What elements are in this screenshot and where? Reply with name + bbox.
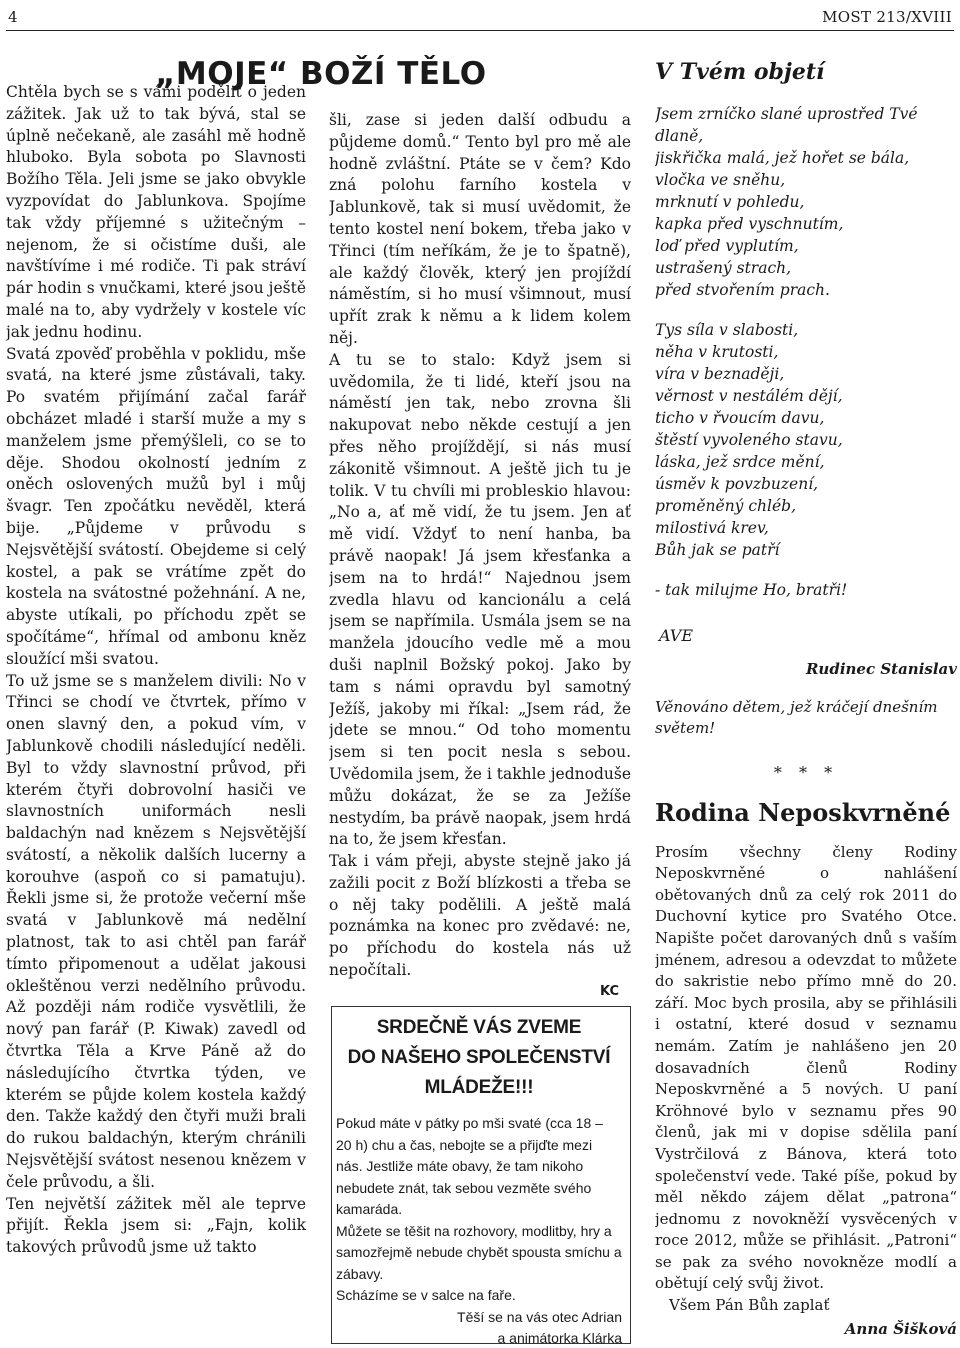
- rodina-body: [655, 842, 957, 1317]
- poem-line: láska, jež srdce mění,: [655, 453, 825, 471]
- rodina-thanks: Všem Pán Bůh zaplať: [669, 1296, 830, 1315]
- youth-box-paragraph: Pokud máte v pátky po mši svaté (cca 18 – 20 h) chu a čas, nebojte se a přijďte mezi nás. Jestliže máte obavy, že tam nikoho nebudete znát, tak sebou vezměte svého kamaráda.: [336, 1115, 603, 1217]
- rodina-paragraph: Prosím všechny členy Rodiny Neposkvrněné o nahlášení obětovaných dnů za celý rok 2011 do Duchovní kytice pro Svatého Otce. Napište počet darovaných dnů s vaším jménem, adresou a odevzdat to můžete do sakristie nebo přímo mně do 20. září. Moc bych prosila, aby se přihlásili i ostatní, které dosud v seznamu nemám. Zatím je nahlášeno jen 20 dosavadních členů Rodiny Neposkvrněné a 5 nových. U paní Kröhnové bylo v seznamu přes 90 členů, jak mi v dopise sdělila paní Vystrčilová z Bánova, která toto společenství vede. Také píše, pokud by měl někdo zájem dělat „patrona“ jednomu z novokněží vysvěcených v roce 2012, může se přihlásit. „Patroni“ se pak za svého novokněze modlí a obětují celý svůj život.: [655, 842, 957, 1293]
- poem-line: vločka ve sněhu,: [655, 171, 786, 189]
- poem-title: V Tvém objetí: [655, 59, 825, 85]
- poem-dedication: Věnováno dětem, jež kráčejí dnešním světem!: [655, 697, 938, 738]
- article-paragraph: Svatá zpověď proběhla v poklidu, mše svatá, na které jsme zůstávali, taky. Po svatém přijímání začal farář obcházet mladé i starší muže a my s manželem jsme přemýšleli, co se to děje. Shodou okolností jedním z oněch oslovených mužů byl i můj švagr. Ten zpočátku nevěděl, která bije. „Půjdeme v průvodu s Nejsvětější svátostí. Obejdeme si celý kostel, a pak se vrátíme zpět do kostela na svátostné požehnání. A ne, abyste utíkali, po příchodu zpět se spočítáme“, hřímal od ambonu kněz sloužící mši svatou.: [6, 344, 306, 668]
- youth-box-paragraph: Scházíme se v salce na faře.: [336, 1287, 516, 1303]
- article-paragraph: Tak i vám přeji, abyste stejně jako já zažili pocit z Boží blízkosti a třeba se o něj taky podělili. A ještě malá poznámka na konec pro zvědavé: ne, po příchodu do kostela nás už nepočítali.: [329, 852, 631, 980]
- poem-stanza-1: [655, 103, 957, 301]
- page-header: [6, 4, 954, 31]
- poem-line: milostivá krev,: [655, 519, 769, 537]
- poem-line: Jsem zrníčko slané uprostřed Tvé dlaně,: [655, 105, 918, 145]
- poem-line: mrknutí v pohledu,: [655, 193, 805, 211]
- youth-box-title: [336, 1013, 622, 1103]
- youth-box-title-line: DO NAŠEHO SPOLEČENSTVÍ: [347, 1047, 611, 1068]
- youth-box-sign-line: Těší se na vás otec Adrian: [457, 1308, 622, 1325]
- article-paragraph: Chtěla bych se s vámi podělit o jeden zážitek. Jak už to tak bývá, stal se úplně nečekaně, ale zasáhl mě hodně hluboko. Byla sobota po Slavnosti Božího Těla. Jeli jsme se jako obvykle vyzpovídat do Jablunkova. Spojíme tak vždy příjemné s užitečným – nejenom, že si očistíme duši, ale navštívíme i mé rodiče. Ti pak stráví pár hodin s vnučkami, které jsou ještě malé na to, aby vydržely v kostele víc jak jednu hodinu.: [6, 83, 306, 341]
- poem-line: proměněný chléb,: [655, 497, 796, 515]
- poem-line: víra v beznaději,: [655, 365, 785, 383]
- page-number: 4: [8, 8, 18, 26]
- article-column-1: [6, 82, 306, 1344]
- poem-line: ticho v řvoucím davu,: [655, 409, 825, 427]
- poem-closing-line: - tak milujme Ho, bratři!: [655, 581, 848, 599]
- youth-box-title-line: SRDEČNĚ VÁS ZVEME: [376, 1017, 582, 1038]
- youth-box-body: [336, 1113, 622, 1307]
- section-separator: * * *: [773, 762, 839, 782]
- youth-invitation-box: [331, 1006, 631, 1344]
- poem-stanza-2: [655, 319, 957, 561]
- poem-line: Tys síla v slabosti,: [655, 321, 799, 339]
- poem: [655, 103, 957, 647]
- poem-column: [655, 55, 957, 1347]
- rodina-author: Anna Šišková: [844, 1319, 957, 1338]
- poem-line: ustrašený strach,: [655, 259, 792, 277]
- youth-box-signature: [336, 1307, 622, 1345]
- poem-line: věrnost v nestálém dějí,: [655, 387, 843, 405]
- article-paragraph: Ten největší zážitek měl ale teprve přijít. Řekla jsem si: „Fajn, kolik takových průvodů jsme už takto: [6, 1194, 306, 1257]
- article-title: „MOJE“ BOŽÍ TĚLO: [155, 56, 487, 92]
- poem-line: před stvořením prach.: [655, 281, 830, 299]
- poem-line: úsměv k povzbuzení,: [655, 475, 819, 493]
- article-column-2: [329, 110, 631, 995]
- article-paragraph: šli, zase si jeden další odbudu a půjdeme domů.“ Tento byl pro mě ale hodně zvláštní. Ptáte se v čem? Kdo zná polohu farního kostela v Jablunkově, tak si musí uvědomit, že tento kostel není bokem, třeba jako v Třinci (tím neříkám, že je to špatně), ale každý člověk, který jen projíždí náměstím, si ho musí všimnout, musí upřít zrak k němu a k lidem kolem něj.: [329, 111, 631, 347]
- poem-line: jiskřička malá, jež hořet se bála,: [655, 149, 910, 167]
- poem-line: loď před vyplutím,: [655, 237, 799, 255]
- article-paragraph: To už jsme se s manželem divili: No v Třinci se chodí ve čtvrtek, přímo v onen slavný den, a pokud vím, v Jablunkově chodili následující neděli. Byl to vždy slavnostní průvod, při kterém čtyři dobrovolní hasiči ve slavnostních uniformách nesli baldachýn nad knězem s Nejsvětější svátostí, a několik dalších lucerny a korouhve (aspoň co si pamatuju). Řekli jsme si, že protože večerní mše svatá v Jablunkově má nedělní platnost, tak to asi chtěl pan farář tímto připomenout a udělat jakousi okleštěnou verzi nedělního průvodu. Až později nám rodiče vysvětlili, že nový pan farář (P. Kiwak) zavedl od čtvrtka Těla a Krve Páně až do následujícího čtvrtka týden, ve kterém se půjde kolem kostela každý den. Takže každý den čtyři muži brali do rukou baldachýn, kterým chránili Nejsvětější svátost nesenou knězem v čele průvodu, a šli.: [6, 671, 306, 1191]
- poem-line: Bůh jak se patří: [655, 541, 780, 559]
- rodina-title: Rodina Neposkvrněné: [655, 797, 951, 827]
- poem-author: Rudinec Stanislav: [805, 660, 957, 678]
- poem-ave: AVE: [659, 626, 693, 645]
- article-signature: KC: [600, 984, 620, 999]
- youth-box-title-line: MLÁDEŽE!!!: [424, 1077, 534, 1098]
- poem-line: kapka před vyschnutím,: [655, 215, 844, 233]
- poem-line: něha v krutosti,: [655, 343, 779, 361]
- youth-box-paragraph: Můžete se těšit na rozhovory, modlitby, hry a samozřejmě nebude chybět spousta smíchu a zábavy.: [336, 1222, 622, 1282]
- youth-box-sign-line: a animátorka Klárka: [497, 1330, 622, 1344]
- article-paragraph: A tu se to stalo: Když jsem si uvědomila, že ti lidé, kteří jsou na náměstí jen tak, nebo zrovna šli nakupovat nebo někde cestují a jen přes něho projíždějí, si nás musí zákonitě všimnout. A ještě jich tu je tolik. V tu chvíli mi probleskio hlavou: „No a, ať mě vidí, že tu jsem. Jen ať mě vidí. Vždyť to není hanba, ba právě naopak! Já jsem křesťanka a jsem na to hrdá!“ Najednou jsem zvedla hlavu od kancionálu a celá jsem se napřímila. Usmála jsem se na manžela jdoucího vedle mě a mou duši naplnil Božský pokoj. Jako by tam s námi opravdu byl samotný Ježíš, jakoby mi říkal: „Jsem rád, že jdete se mnou.“ Od toho momentu jsem si ten pocit nesla s sebou. Uvědomila jsem, že i takhle jednoduše můžu dokázat, že se za Ježíše nestydím, ba právě naopak, jsem hrdá na to, že jsem křesťan.: [329, 350, 631, 849]
- issue-label: MOST 213/XVIII: [822, 8, 952, 26]
- poem-line: štěstí vyvoleného stavu,: [655, 431, 843, 449]
